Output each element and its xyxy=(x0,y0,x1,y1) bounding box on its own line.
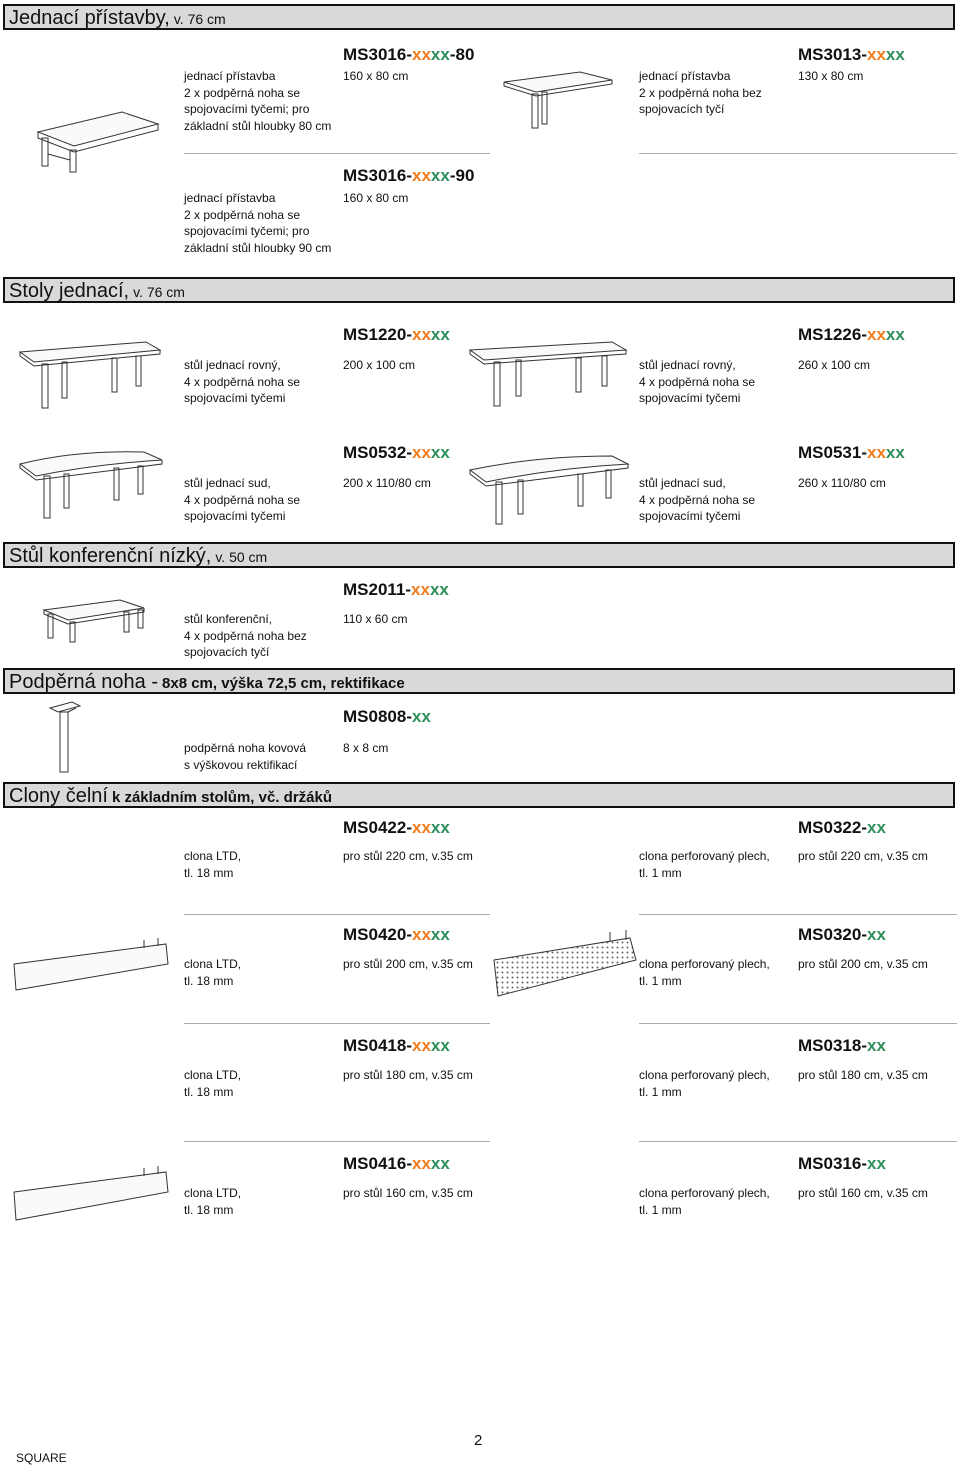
product-code: MS3016-xxxx-80 xyxy=(343,45,475,64)
divider xyxy=(184,1023,490,1024)
page-number: 2 xyxy=(474,1432,483,1449)
section-header-stoly-jednaci xyxy=(3,277,955,303)
divider xyxy=(184,914,490,915)
divider xyxy=(639,1023,957,1024)
product-image-ltd-panel xyxy=(8,1164,174,1233)
product-dimensions: 110 x 60 cm xyxy=(343,612,408,626)
product-dimensions: 260 x 100 cm xyxy=(798,358,871,372)
product-dimensions: 160 x 80 cm xyxy=(343,191,409,205)
product-image-conference-table xyxy=(40,596,150,651)
product-dimensions: 200 x 110/80 cm xyxy=(343,476,431,490)
divider xyxy=(639,1141,957,1142)
section-subtitle: k základním stolům, vč. držáků xyxy=(111,789,333,806)
product-dimensions: pro stůl 200 cm, v.35 cm xyxy=(798,957,928,971)
product-dimensions: pro stůl 220 cm, v.35 cm xyxy=(798,849,928,863)
section-subtitle: v. 76 cm xyxy=(173,11,226,27)
product-code: MS0808-xx xyxy=(343,707,431,726)
product-code: MS0318-xx xyxy=(798,1036,886,1055)
product-description: clona perforovaný plech, tl. 1 mm xyxy=(639,957,770,988)
product-dimensions: 200 x 100 cm xyxy=(343,358,416,372)
product-image-meeting-table xyxy=(466,338,632,419)
product-description: stůl konferenční, 4 x podpěrná noha bez spojovacích tyčí xyxy=(184,612,307,659)
product-description: jednací přístavba 2 x podpěrná noha bez spojovacích tyčí xyxy=(639,69,762,116)
divider xyxy=(184,1141,490,1142)
product-description: stůl jednací sud, 4 x podpěrná noha se spojovacími tyčemi xyxy=(184,476,301,523)
product-dimensions: pro stůl 160 cm, v.35 cm xyxy=(343,1186,473,1200)
product-image-barrel-table xyxy=(466,452,632,533)
product-description: podpěrná noha kovová s výškovou rektifikací xyxy=(184,741,307,772)
product-description: jednací přístavba 2 x podpěrná noha se spojovacími tyčemi; pro základní stůl hloubky 80 cm xyxy=(184,69,332,133)
product-description: stůl jednací sud, 4 x podpěrná noha se spojovacími tyčemi xyxy=(639,476,756,523)
product-description: clona LTD, tl. 18 mm xyxy=(184,1186,242,1217)
section-header-jednaci-pristavby xyxy=(3,4,955,30)
product-image-barrel-table xyxy=(16,446,166,527)
section-title: Clony čelní xyxy=(9,785,108,807)
product-code: MS3016-xxxx-90 xyxy=(343,166,475,185)
product-dimensions: pro stůl 200 cm, v.35 cm xyxy=(343,957,473,971)
product-code: MS3013-xxxx xyxy=(798,45,905,64)
product-description: clona LTD, tl. 18 mm xyxy=(184,957,242,988)
section-title: Jednací přístavby, xyxy=(9,7,170,29)
product-code: MS0531-xxxx xyxy=(798,443,905,462)
product-code: MS0418-xxxx xyxy=(343,1036,450,1055)
product-description: clona LTD, tl. 18 mm xyxy=(184,1068,242,1099)
divider xyxy=(639,153,957,154)
product-code: MS0322-xx xyxy=(798,818,886,837)
section-subtitle: 8x8 cm, výška 72,5 cm, rektifikace xyxy=(162,675,405,692)
section-header-podperna-noha xyxy=(3,668,955,694)
product-code: MS0316-xx xyxy=(798,1154,886,1173)
product-description: clona LTD, tl. 18 mm xyxy=(184,849,242,880)
section-header-stul-konferencni xyxy=(3,542,955,568)
divider xyxy=(639,914,957,915)
product-dimensions: pro stůl 180 cm, v.35 cm xyxy=(343,1068,473,1082)
product-dimensions: pro stůl 220 cm, v.35 cm xyxy=(343,849,473,863)
product-code: MS1226-xxxx xyxy=(798,325,905,344)
product-image-meeting-table xyxy=(16,338,166,419)
divider xyxy=(184,153,490,154)
product-image-support-leg xyxy=(46,700,86,781)
product-description: stůl jednací rovný, 4 x podpěrná noha se spojovacími tyčemi xyxy=(184,358,301,405)
product-dimensions: pro stůl 180 cm, v.35 cm xyxy=(798,1068,928,1082)
product-code: MS0416-xxxx xyxy=(343,1154,450,1173)
product-image-perforated-panel xyxy=(490,930,640,1007)
product-description: stůl jednací rovný, 4 x podpěrná noha se spojovacími tyčemi xyxy=(639,358,756,405)
product-description: clona perforovaný plech, tl. 1 mm xyxy=(639,849,770,880)
section-title: Podpěrná noha - xyxy=(9,671,159,693)
product-description: clona perforovaný plech, tl. 1 mm xyxy=(639,1068,770,1099)
product-code: MS1220-xxxx xyxy=(343,325,450,344)
product-image-extension-table xyxy=(494,64,624,139)
section-title: Stoly jednací, xyxy=(9,280,130,302)
product-code: MS2011-xxxx xyxy=(343,580,449,599)
section-subtitle: v. 76 cm xyxy=(133,284,185,300)
product-description: jednací přístavba 2 x podpěrná noha se spojovacími tyčemi; pro základní stůl hloubky 90 cm xyxy=(184,191,332,255)
section-title: Stůl konferenční nízký, xyxy=(9,545,212,567)
product-code: MS0420-xxxx xyxy=(343,925,450,944)
product-code: MS0532-xxxx xyxy=(343,443,450,462)
product-image-ltd-panel xyxy=(8,936,174,1005)
product-dimensions: 130 x 80 cm xyxy=(798,69,864,83)
product-dimensions: 8 x 8 cm xyxy=(343,741,389,755)
product-dimensions: 160 x 80 cm xyxy=(343,69,409,83)
product-code: MS0320-xx xyxy=(798,925,886,944)
product-dimensions: pro stůl 160 cm, v.35 cm xyxy=(798,1186,928,1200)
section-header-clony-celni xyxy=(3,782,955,808)
section-subtitle: v. 50 cm xyxy=(215,549,268,565)
product-image-extension-table xyxy=(30,94,170,179)
brand-label: SQUARE xyxy=(16,1451,67,1465)
product-dimensions: 260 x 110/80 cm xyxy=(798,476,886,490)
product-description: clona perforovaný plech, tl. 1 mm xyxy=(639,1186,770,1217)
product-code: MS0422-xxxx xyxy=(343,818,450,837)
